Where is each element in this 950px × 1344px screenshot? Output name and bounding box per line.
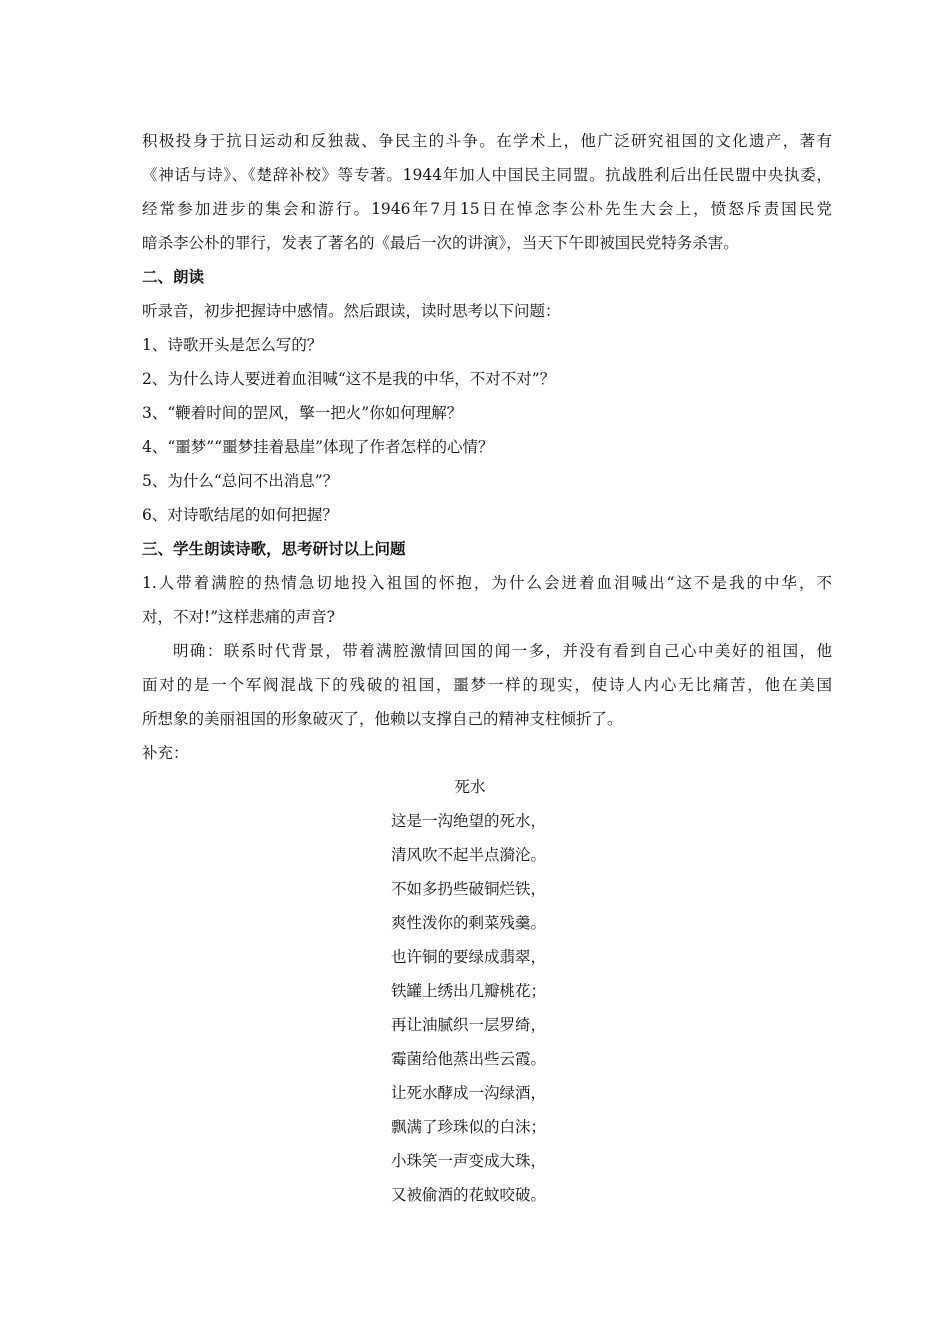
poem-line: 霉菌给他蒸出些云霞。 [391,1050,547,1068]
poem-line: 清风吹不起半点漪沦。 [391,846,547,864]
poem-line: 爽性泼你的剩菜残羹。 [391,914,547,932]
section-heading-reading: 二、朗读 [142,267,205,286]
poem-line: 又被偷酒的花蚊咬破。 [391,1186,547,1204]
poem-line: 让死水酵成一沟绿酒， [391,1084,547,1102]
reading-instruction: 听录音，初步把握诗中感情。然后跟读，读时思考以下问题： [142,302,561,320]
poem-line: 这是一沟绝望的死水， [391,812,547,830]
poem-title: 死水 [454,778,486,796]
question-item: 4、“噩梦”“噩梦挂着悬崖”体现了作者怎样的心情？ [142,438,494,456]
section-heading-discussion: 三、学生朗读诗歌，思考研讨以上问题 [142,539,406,558]
intro-line: 积极投身于抗日运动和反独裁、争民主的斗争。在学术上，他广泛研究祖国的文化遗产，著有 [142,132,832,150]
poem-line: 飘满了珍珠似的白沫； [391,1118,547,1136]
discussion-question-line: 1.人带着满腔的热情急切地投入祖国的怀抱，为什么会迸着血泪喊出“这不是我的中华，不 [142,574,832,592]
document-body [142,124,832,1212]
supplement-label: 补充： [142,744,189,762]
poem [142,770,832,1212]
question-item: 2、为什么诗人要迸着血泪喊“这不是我的中华，不对不对”？ [142,370,556,388]
intro-line: 暗杀李公朴的罪行，发表了著名的《最后一次的讲演》，当天下午即被国民党特务杀害。 [142,234,739,252]
question-item: 6、对诗歌结尾的如何把握？ [142,506,338,524]
answer-line: 明确：联系时代背景，带着满腔激情回国的闻一多，并没有看到自己心中美好的祖国，他 [173,642,832,660]
poem-line: 也许铜的要绿成翡翠， [391,948,547,966]
answer-line: 面对的是一个军阀混战下的残破的祖国，噩梦一样的现实，使诗人内心无比痛苦，他在美国 [142,676,832,694]
poem-line: 不如多扔些破铜烂铁， [391,880,547,898]
poem-line: 铁罐上绣出几瓣桃花； [391,982,547,1000]
intro-line: 《神话与诗》、《楚辞补校》等专著。1944年加人中国民主同盟。抗战胜利后出任民盟中央执委， [142,166,832,184]
question-item: 3、“鞭着时间的罡风，擎一把火”你如何理解？ [142,404,463,422]
question-item: 5、为什么“总问不出消息”？ [142,472,339,490]
intro-line: 经常参加进步的集会和游行。1946年7月15日在悼念李公朴先生大会上，愤怒斥责国民党 [142,200,832,218]
question-item: 1、诗歌开头是怎么写的？ [142,336,323,354]
answer-line: 所想象的美丽祖国的形象破灭了，他赖以支撑自己的精神支柱倾折了。 [142,710,623,728]
poem-line: 再让油腻织一层罗绮， [391,1016,547,1034]
discussion-question-line: 对，不对!”这样悲痛的声音? [142,608,335,626]
poem-line: 小珠笑一声变成大珠， [391,1152,547,1170]
